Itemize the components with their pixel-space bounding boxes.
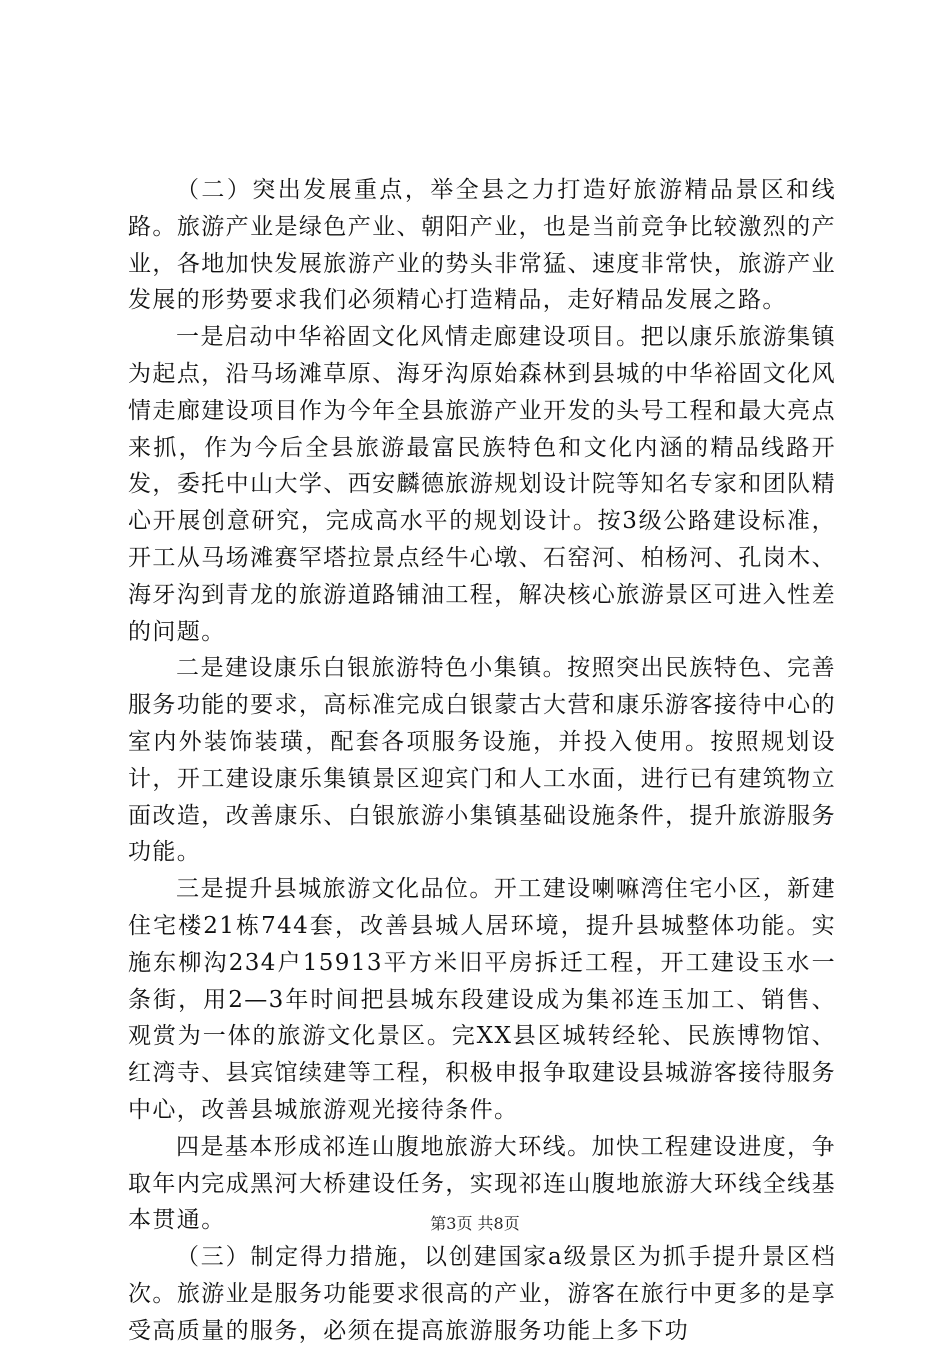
document-body [128,172,836,1350]
paragraph-key-points: （二）突出发展重点，举全县之力打造好旅游精品景区和线路。旅游产业是绿色产业、朝阳产业，也是当前竞争比较激烈的产业，各地加快发展旅游产业的势头非常猛、速度非常快，旅游产业发展的形势要求我们必须精心打造精品，走好精品发展之路。 [128,177,836,314]
paragraph-kangle-baiyin-town: 二是建设康乐白银旅游特色小集镇。按照突出民族特色、完善服务功能的要求，高标准完成白银蒙古大营和康乐游客接待中心的室内外装饰装璜，配套各项服务设施，并投入使用。按照规划设计，开工建设康乐集镇景区迎宾门和人工水面，进行已有建筑物立面改造，改善康乐、白银旅游小集镇基础设施条件，提升旅游服务功能。 [128,655,836,866]
paragraph-a-level-scenic: （三）制定得力措施，以创建国家a级景区为抓手提升景区档次。旅游业是服务功能要求很高的产业，游客在旅行中更多的是享受高质量的服务，必须在提高旅游服务功能上多下功 [128,1244,836,1344]
paragraph-county-culture: 三是提升县城旅游文化品位。开工建设喇嘛湾住宅小区，新建住宅楼21栋744套，改善县城人居环境，提升县城整体功能。实施东柳沟234户15913平方米旧平房拆迁工程，开工建设玉水一条街，用2—3年时间把县城东段建设成为集祁连玉加工、销售、观赏为一体的旅游文化景区。完XX县区城转经轮、民族博物馆、红湾寺、县宾馆续建等工程，积极申报争取建设县城游客接待服务中心，改善县城旅游观光接待条件。 [128,876,836,1123]
page-total: 共8页 [477,1214,520,1233]
page-number: 第3页 [430,1214,473,1233]
paragraph-culture-corridor: 一是启动中华裕固文化风情走廊建设项目。把以康乐旅游集镇为起点，沿马场滩草原、海牙沟原始森林到县城的中华裕固文化风情走廊建设项目作为今年全县旅游产业开发的头号工程和最大亮点来抓，作为今后全县旅游最富民族特色和文化内涵的精品线路开发，委托中山大学、西安麟德旅游规划设计院等知名专家和团队精心开展创意研究，完成高水平的规划设计。按3级公路建设标准，开工从马场滩赛罕塔拉景点经牛心墩、石窑河、柏杨河、孔岗木、海牙沟到青龙的旅游道路铺油工程，解决核心旅游景区可进入性差的问题。 [128,324,836,645]
page-footer [0,1214,950,1234]
paragraph-qilian-loop: 四是基本形成祁连山腹地旅游大环线。加快工程建设进度，争取年内完成黑河大桥建设任务，实现祁连山腹地旅游大环线全线基本贯通。 [128,1133,836,1234]
